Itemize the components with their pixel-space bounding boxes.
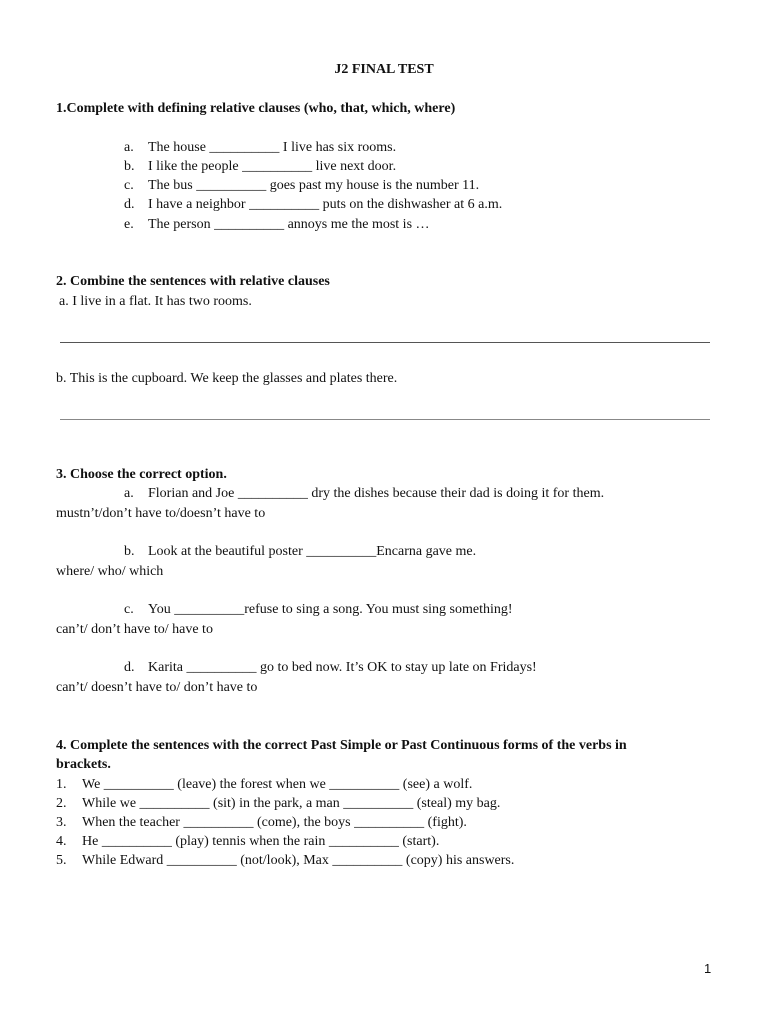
section4-item-4-label: 4. bbox=[56, 834, 67, 849]
section4-heading-line1: 4. Complete the sentences with the correct Past Simple or Past Continuous forms of the verbs in bbox=[56, 738, 627, 753]
section1-item-e-text: The person __________ annoys me the most is … bbox=[148, 217, 430, 232]
section4-item-5-label: 5. bbox=[56, 853, 67, 868]
section4-item-5-text: While Edward __________ (not/look), Max __________ (copy) his answers. bbox=[82, 853, 515, 868]
section1-item-b-label: b. bbox=[124, 159, 135, 174]
section3-item-d-label: d. bbox=[124, 660, 135, 675]
section3-item-b-text: Look at the beautiful poster __________Encarna gave me. bbox=[148, 544, 477, 559]
section3-item-b-options: where/ who/ which bbox=[56, 564, 164, 579]
section1-item-e-label: e. bbox=[124, 217, 134, 232]
section3-item-c-text: You __________refuse to sing a song. You must sing something! bbox=[148, 602, 513, 617]
answer-line-a[interactable] bbox=[60, 342, 710, 343]
section3-item-d-text: Karita __________ go to bed now. It’s OK to stay up late on Fridays! bbox=[148, 660, 537, 675]
section4-item-3-label: 3. bbox=[56, 815, 67, 830]
section1-item-a-text: The house __________ I live has six rooms. bbox=[148, 140, 397, 155]
section2-item-b: b. This is the cupboard. We keep the glasses and plates there. bbox=[56, 371, 398, 386]
answer-line-b[interactable] bbox=[60, 419, 710, 420]
section3-heading: 3. Choose the correct option. bbox=[56, 467, 227, 482]
section4-item-2-label: 2. bbox=[56, 796, 67, 811]
page-title: J2 FINAL TEST bbox=[334, 62, 434, 77]
section3-item-c-label: c. bbox=[124, 602, 134, 617]
section3-item-c-options: can’t/ don’t have to/ have to bbox=[56, 622, 213, 637]
section1-item-d-label: d. bbox=[124, 197, 135, 212]
section2-heading: 2. Combine the sentences with relative clauses bbox=[56, 274, 330, 289]
page-number: 1 bbox=[704, 961, 712, 976]
section2-item-a: a. I live in a flat. It has two rooms. bbox=[59, 294, 252, 309]
section4-item-4-text: He __________ (play) tennis when the rain __________ (start). bbox=[82, 834, 440, 849]
section1-heading: 1.Complete with defining relative clauses (who, that, which, where) bbox=[56, 101, 456, 116]
section3-item-a-options: mustn’t/don’t have to/doesn’t have to bbox=[56, 506, 266, 521]
section1-item-c-text: The bus __________ goes past my house is the number 11. bbox=[148, 178, 480, 193]
section4-item-1-text: We __________ (leave) the forest when we __________ (see) a wolf. bbox=[82, 777, 473, 792]
section3-item-a-text: Florian and Joe __________ dry the dishes because their dad is doing it for them. bbox=[148, 486, 605, 501]
section1-item-d-text: I have a neighbor __________ puts on the dishwasher at 6 a.m. bbox=[148, 197, 503, 212]
section4-item-2-text: While we __________ (sit) in the park, a man __________ (steal) my bag. bbox=[82, 796, 501, 811]
section4-item-1-label: 1. bbox=[56, 777, 67, 792]
section4-heading-line2: brackets. bbox=[56, 757, 111, 772]
section3-item-d-options: can’t/ doesn’t have to/ don’t have to bbox=[56, 680, 258, 695]
section4-item-3-text: When the teacher __________ (come), the boys __________ (fight). bbox=[82, 815, 467, 830]
section1-item-a-label: a. bbox=[124, 140, 134, 155]
section3-item-b-label: b. bbox=[124, 544, 135, 559]
section1-item-c-label: c. bbox=[124, 178, 134, 193]
section3-item-a-label: a. bbox=[124, 486, 134, 501]
section1-item-b-text: I like the people __________ live next door. bbox=[148, 159, 397, 174]
